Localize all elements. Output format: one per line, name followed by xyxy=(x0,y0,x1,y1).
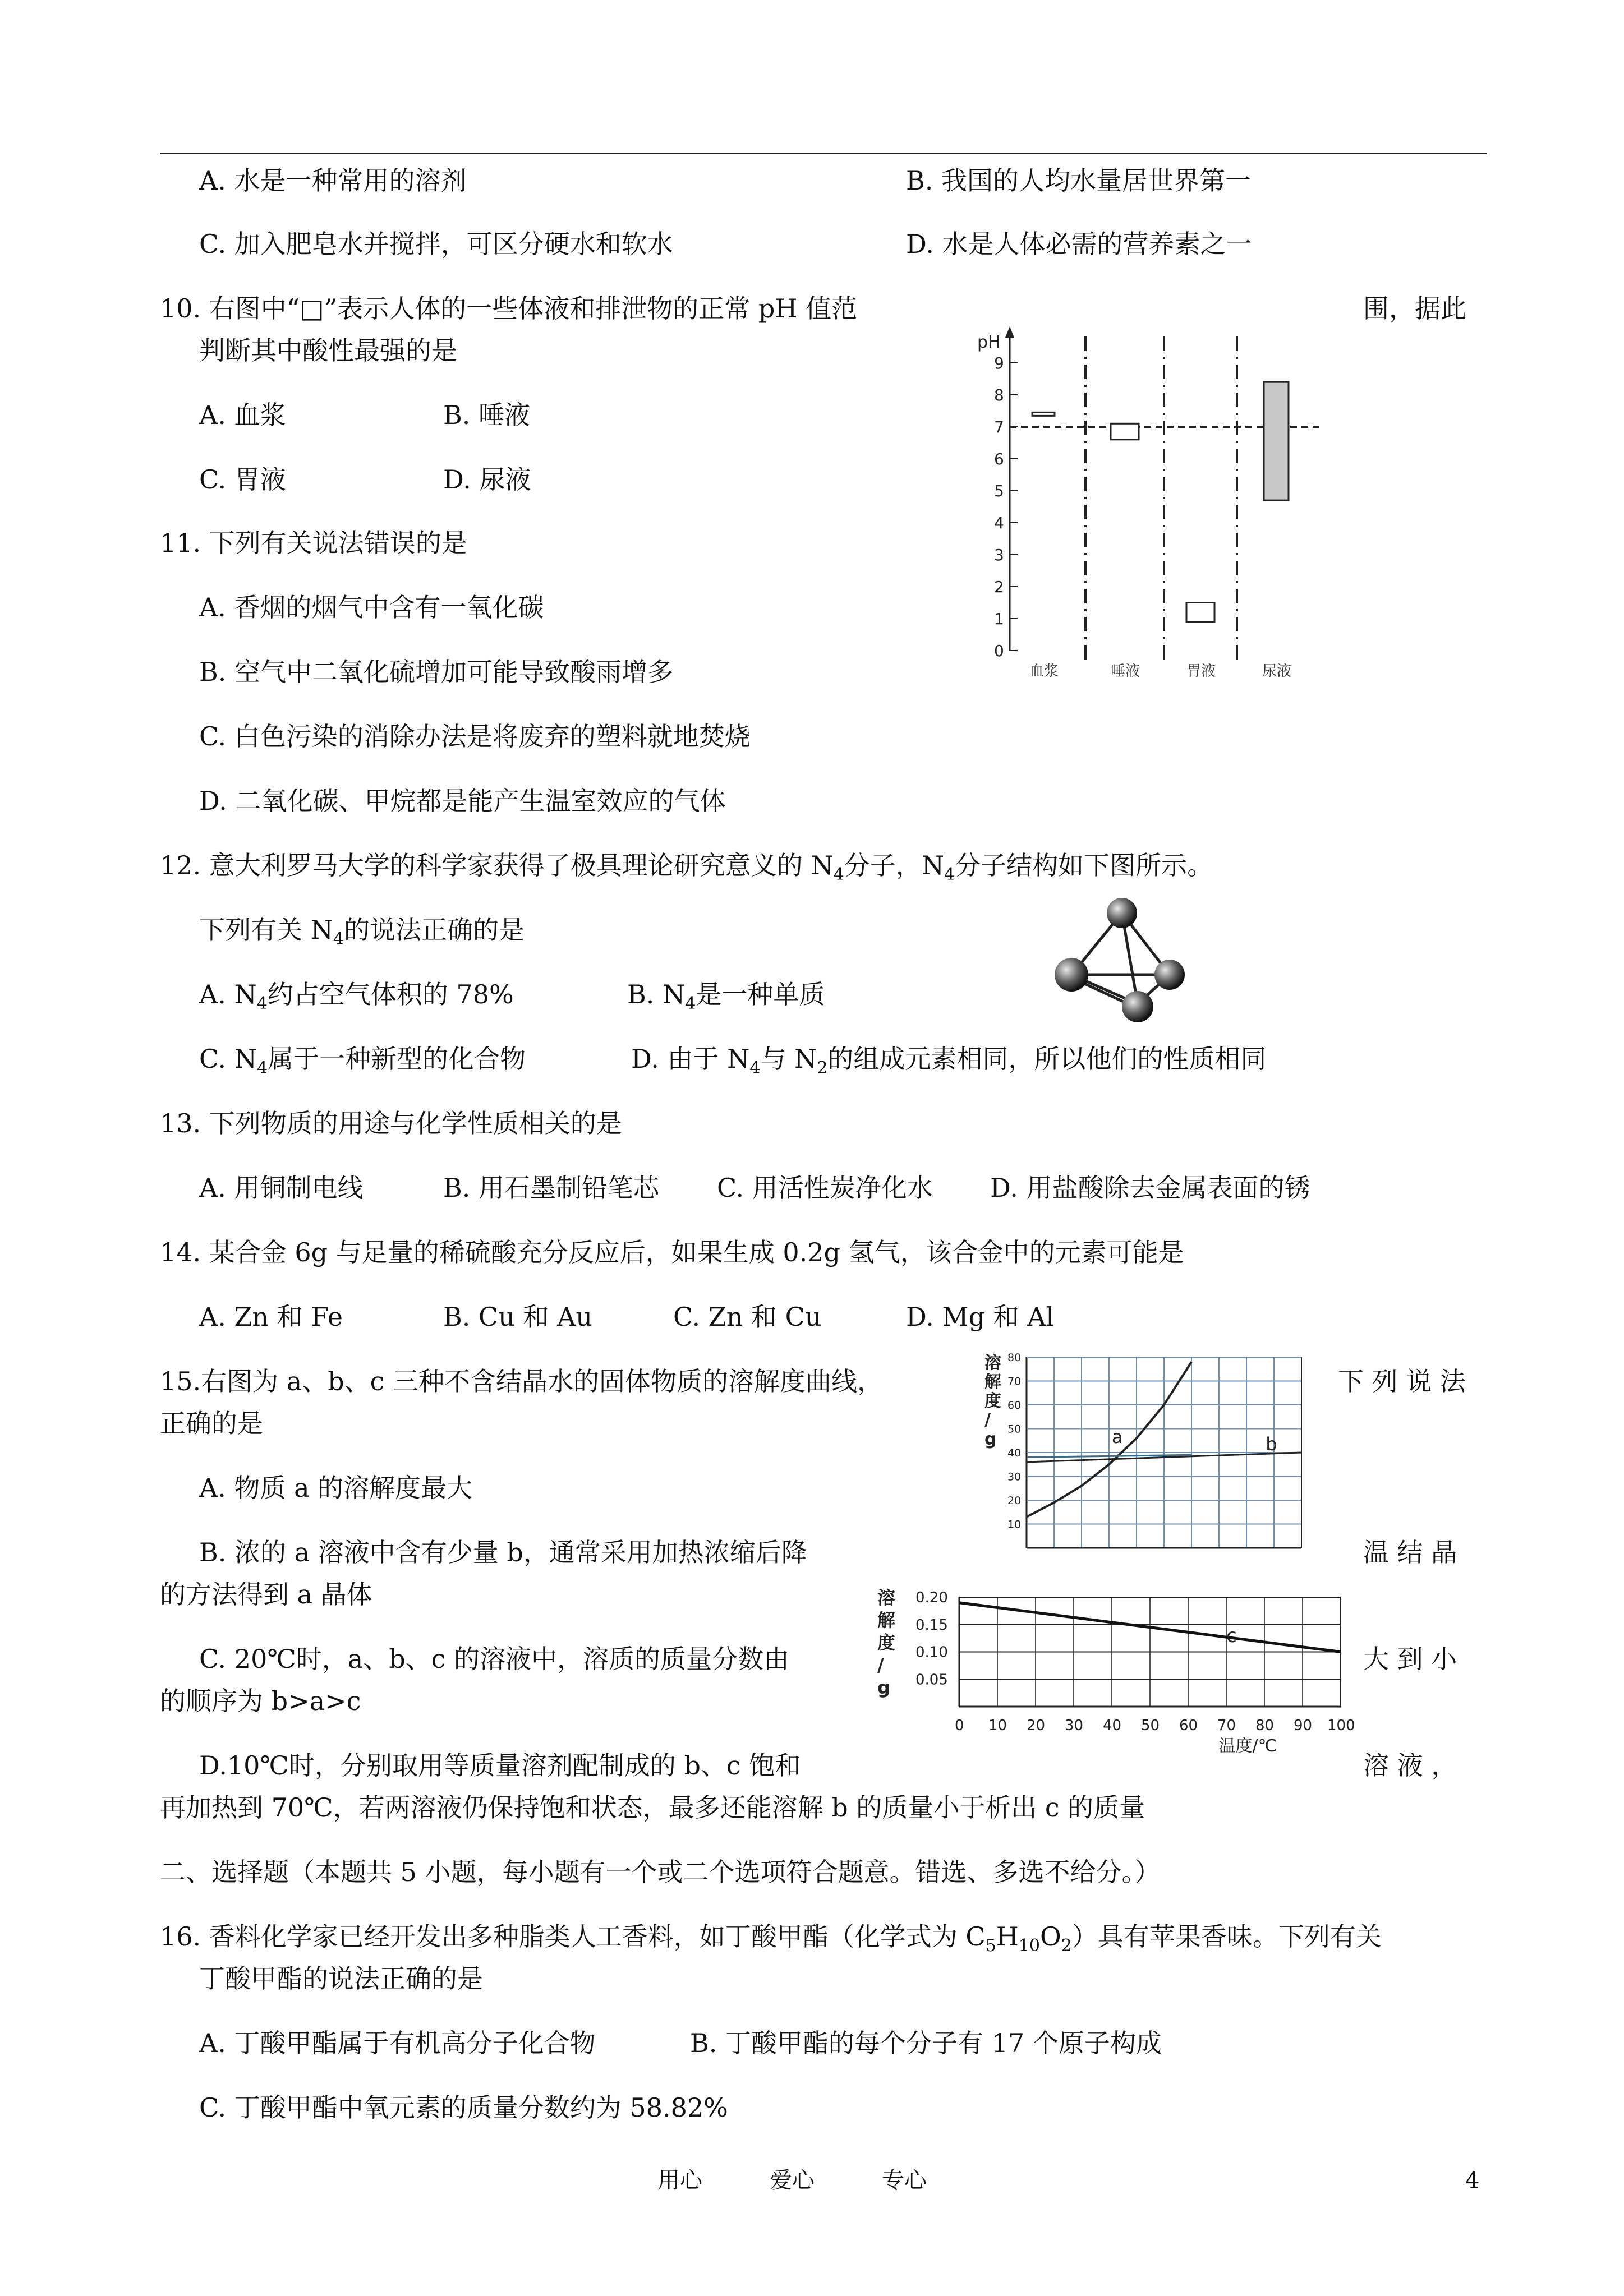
y-axis-label-char: 度 xyxy=(984,1391,1001,1411)
y-tick-label: 50 xyxy=(1007,1423,1022,1436)
ph-chart-plot xyxy=(977,326,1324,680)
q9-option-d: D. 水是人体必需的营养素之一 xyxy=(906,229,1252,259)
q14-option-c: C. Zn 和 Cu xyxy=(673,1302,822,1332)
series-label: b xyxy=(1266,1433,1277,1455)
q16-stem-line2: 丁酸甲酯的说法正确的是 xyxy=(199,1963,483,1994)
y-tick-label: 70 xyxy=(1007,1375,1022,1388)
y-tick-label: 0.15 xyxy=(915,1616,948,1634)
q12-sub: 4 xyxy=(257,1058,268,1078)
q12-stem-pre: 12. 意大利罗马大学的科学家获得了极具理论研究意义的 N xyxy=(160,850,834,880)
q13-option-d: D. 用盐酸除去金属表面的锈 xyxy=(990,1173,1310,1203)
q16-sub: 2 xyxy=(1061,1936,1072,1956)
solubility-c-plot xyxy=(877,1587,1355,1756)
y-tick-label: 0.20 xyxy=(915,1589,948,1606)
q16-option-a: A. 丁酸甲酯属于有机高分子化合物 xyxy=(199,2028,596,2058)
q16-stem xyxy=(160,1920,1382,1963)
q12-sub: 4 xyxy=(749,1058,761,1078)
q11-option-b: B. 空气中二氧化硫增加可能导致酸雨增多 xyxy=(199,657,674,687)
q9-option-a: A. 水是一种常用的溶剂 xyxy=(199,165,467,196)
q12-line2-post: 的说法正确的是 xyxy=(343,915,525,945)
y-axis-label-char: 度 xyxy=(877,1632,896,1653)
q16-h: H xyxy=(996,1921,1019,1952)
y-axis-label-char: 溶 xyxy=(984,1353,1001,1373)
x-tick-label: 60 xyxy=(1179,1717,1198,1734)
q9-option-b: B. 我国的人均水量居世界第一 xyxy=(906,165,1252,196)
q12-c-post: 属于一种新型的化合物 xyxy=(268,1044,526,1074)
y-tick-label: 30 xyxy=(1007,1470,1022,1483)
q13-option-a: A. 用铜制电线 xyxy=(199,1173,364,1203)
q16-sub: 5 xyxy=(985,1936,996,1956)
q15-option-b-line2: 的方法得到 a 晶体 xyxy=(160,1579,372,1610)
ph-range-box xyxy=(1032,412,1055,416)
q10-option-b: B. 唾液 xyxy=(443,400,531,430)
ph-range-box xyxy=(1186,603,1214,622)
y-tick-label: 20 xyxy=(1007,1495,1022,1507)
q15-option-a: A. 物质 a 的溶解度最大 xyxy=(199,1473,473,1503)
x-tick-label: 100 xyxy=(1327,1717,1355,1734)
footer-text-3: 专心 xyxy=(882,2168,927,2193)
ph-tick-label: 0 xyxy=(994,642,1004,660)
q15-option-b-tail: 温 结 晶 xyxy=(1363,1537,1457,1567)
n-atom xyxy=(1122,991,1153,1022)
footer-text-2: 爱心 xyxy=(770,2168,815,2193)
q16-option-c: C. 丁酸甲酯中氧元素的质量分数约为 58.82% xyxy=(199,2092,728,2123)
q12-stem xyxy=(160,849,1213,892)
q11-option-d: D. 二氧化碳、甲烷都是能产生温室效应的气体 xyxy=(199,786,726,816)
x-tick-label: 30 xyxy=(1065,1717,1084,1734)
n-atom xyxy=(1055,958,1088,992)
ph-category-label: 尿液 xyxy=(1262,663,1292,680)
ph-tick-label: 7 xyxy=(994,418,1004,436)
q15-option-c-tail: 大 到 小 xyxy=(1363,1644,1457,1674)
q12-b-pre: B. N xyxy=(627,979,686,1009)
y-axis-label-char: / xyxy=(877,1654,884,1676)
series-label: c xyxy=(1226,1624,1237,1647)
ph-tick-label: 3 xyxy=(994,546,1004,564)
q12-option-a xyxy=(199,978,514,1021)
y-axis-label-char: 解 xyxy=(877,1610,896,1631)
q14-option-a: A. Zn 和 Fe xyxy=(199,1302,343,1332)
x-tick-label: 80 xyxy=(1255,1717,1275,1734)
q15-option-d-tail: 溶 液 ， xyxy=(1363,1750,1457,1781)
q15-option-c: C. 20℃时，a、b、c 的溶液中，溶质的质量分数由 xyxy=(199,1644,790,1674)
page-number: 4 xyxy=(1465,2168,1480,2193)
q15-option-b: B. 浓的 a 溶液中含有少量 b，通常采用加热浓缩后降 xyxy=(199,1537,807,1567)
q12-d-mid: 与 N xyxy=(760,1044,817,1074)
q9-option-c: C. 加入肥皂水并搅拌，可区分硬水和软水 xyxy=(199,229,673,259)
q12-sub: 4 xyxy=(833,865,844,884)
q12-b-post: 是一种单质 xyxy=(696,979,825,1009)
q10-stem-tail: 围，据此 xyxy=(1363,293,1466,324)
q13-option-c: C. 用活性炭净化水 xyxy=(717,1173,933,1203)
header-rule xyxy=(160,153,1487,154)
y-axis-label-char: 溶 xyxy=(877,1587,896,1608)
ph-tick-label: 9 xyxy=(994,354,1004,372)
series-label: a xyxy=(1111,1426,1123,1447)
y-tick-label: 0.05 xyxy=(915,1671,948,1689)
ph-category-label: 胃液 xyxy=(1186,663,1216,680)
q15-stem-line2: 正确的是 xyxy=(160,1408,263,1439)
ph-category-label: 唾液 xyxy=(1111,663,1140,680)
n-atom xyxy=(1107,898,1137,928)
q10-option-d: D. 尿液 xyxy=(443,464,531,495)
q14-option-b: B. Cu 和 Au xyxy=(443,1302,592,1332)
q14-option-d: D. Mg 和 Al xyxy=(906,1302,1055,1332)
ph-tick-label: 6 xyxy=(994,450,1004,468)
q15-stem: 15.右图为 a、b、c 三种不含结晶水的固体物质的溶解度曲线， xyxy=(160,1366,884,1396)
q12-d-pre: D. 由于 N xyxy=(631,1044,750,1074)
q11-option-c: C. 白色污染的消除办法是将废弃的塑料就地焚烧 xyxy=(199,721,751,751)
q12-line2 xyxy=(199,913,525,956)
ph-range-chart xyxy=(942,325,1324,684)
q16-option-b: B. 丁酸甲酯的每个分子有 17 个原子构成 xyxy=(690,2028,1162,2058)
q12-line2-pre: 下列有关 N xyxy=(199,915,333,945)
q12-a-post: 约占空气体积的 78% xyxy=(267,979,514,1009)
q12-stem-post: 分子结构如下图所示。 xyxy=(955,850,1213,880)
ph-tick-label: 1 xyxy=(994,610,1004,628)
q12-a-pre: A. N xyxy=(199,979,257,1009)
y-tick-label: 40 xyxy=(1007,1447,1022,1459)
section2-heading: 二、选择题（本题共 5 小题，每小题有一个或二个选项符合题意。错选、多选不给分。） xyxy=(160,1857,1161,1887)
ph-tick-label: 8 xyxy=(994,386,1004,404)
x-tick-label: 90 xyxy=(1294,1717,1313,1734)
q11-stem: 11. 下列有关说法错误的是 xyxy=(160,528,467,558)
q16-o: O xyxy=(1040,1921,1061,1952)
q15-stem-tail: 下 列 说 法 xyxy=(1338,1366,1466,1396)
q11-option-a: A. 香烟的烟气中含有一氧化碳 xyxy=(199,592,544,623)
q13-stem: 13. 下列物质的用途与化学性质相关的是 xyxy=(160,1108,622,1138)
q10-stem: 10. 右图中“□”表示人体的一些体液和排泄物的正常 pH 值范 xyxy=(160,293,858,324)
q12-option-c xyxy=(199,1042,526,1085)
q15-option-d-line2: 再加热到 70℃，若两溶液仍保持饱和状态，最多还能溶解 b 的质量小于析出 c 的质量 xyxy=(160,1792,1145,1823)
q12-sub: 4 xyxy=(685,994,696,1013)
q10-stem-line2: 判断其中酸性最强的是 xyxy=(199,335,457,366)
y-axis-label-char: 解 xyxy=(984,1372,1001,1392)
x-tick-label: 20 xyxy=(1027,1717,1046,1734)
ph-category-label: 血浆 xyxy=(1029,663,1059,680)
ph-axis-label: pH xyxy=(977,333,1001,352)
q12-option-b xyxy=(627,978,825,1021)
ph-range-box xyxy=(1264,382,1289,500)
ph-tick-label: 2 xyxy=(994,578,1004,596)
ph-y-axis-arrow xyxy=(1005,326,1014,338)
y-tick-label: 0.10 xyxy=(915,1644,948,1661)
ph-tick-label: 5 xyxy=(994,482,1004,500)
ph-tick-label: 4 xyxy=(994,514,1004,532)
q12-d-post: 的组成元素相同，所以他们的性质相同 xyxy=(827,1044,1267,1074)
q14-stem: 14. 某合金 6g 与足量的稀硫酸充分反应后，如果生成 0.2g 氢气，该合金中的元素可能是 xyxy=(160,1237,1184,1267)
ph-range-box xyxy=(1111,423,1139,440)
q13-option-b: B. 用石墨制铅笔芯 xyxy=(443,1173,660,1203)
q10-option-c: C. 胃液 xyxy=(199,464,286,495)
q12-option-d xyxy=(631,1042,1266,1085)
x-axis-label: 温度/℃ xyxy=(1218,1736,1277,1756)
q16-stem-post: ）具有苹果香味。下列有关 xyxy=(1071,1921,1382,1952)
y-tick-label: 80 xyxy=(1007,1352,1022,1364)
x-tick-label: 70 xyxy=(1217,1717,1236,1734)
y-axis-label-char: / xyxy=(984,1410,991,1430)
y-tick-label: 10 xyxy=(1007,1518,1022,1531)
y-tick-label: 60 xyxy=(1007,1399,1022,1412)
q10-option-a: A. 血浆 xyxy=(199,400,286,430)
q12-sub: 4 xyxy=(944,865,955,884)
q12-stem-mid: 分子，N xyxy=(844,850,944,880)
q12-sub: 2 xyxy=(817,1058,828,1078)
q12-sub: 4 xyxy=(256,994,268,1013)
n4-molecule-diagram xyxy=(1038,892,1206,1032)
footer-text-1: 用心 xyxy=(657,2168,702,2193)
x-tick-label: 40 xyxy=(1103,1717,1122,1734)
q16-stem-pre: 16. 香料化学家已经开发出多种脂类人工香料，如丁酸甲酯（化学式为 C xyxy=(160,1921,986,1952)
solubility-chart-c xyxy=(875,1582,1355,1756)
x-tick-label: 50 xyxy=(1141,1717,1160,1734)
q12-sub: 4 xyxy=(333,929,344,949)
x-tick-label: 10 xyxy=(988,1717,1007,1734)
n-atom xyxy=(1154,960,1185,990)
y-axis-label-char: g xyxy=(877,1677,890,1698)
solubility-ab-plot xyxy=(984,1352,1301,1548)
y-axis-label-char: g xyxy=(984,1430,997,1449)
solubility-chart-ab xyxy=(979,1343,1315,1559)
q12-c-pre: C. N xyxy=(199,1044,257,1074)
q15-option-c-line2: 的顺序为 b>a>c xyxy=(160,1686,361,1716)
q16-sub: 10 xyxy=(1018,1936,1041,1956)
q15-option-d: D.10℃时，分别取用等质量溶剂配制成的 b、c 饱和 xyxy=(199,1750,801,1781)
x-tick-label: 0 xyxy=(955,1717,964,1734)
